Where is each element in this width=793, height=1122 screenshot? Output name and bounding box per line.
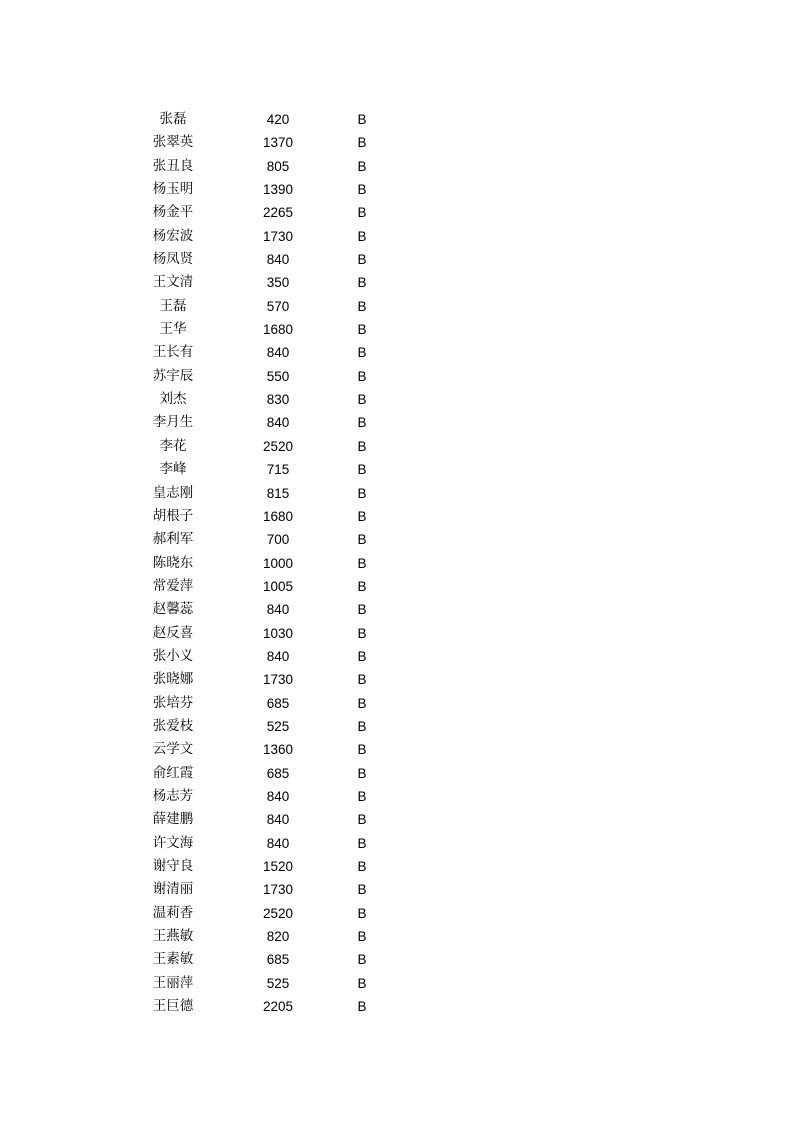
name-cell: 张晓娜 <box>152 671 194 688</box>
grade-cell: B <box>357 975 367 991</box>
grade-cell: B <box>357 765 367 781</box>
name-cell: 张丑良 <box>152 157 194 174</box>
table-row <box>0 668 793 691</box>
amount-cell: 830 <box>266 392 290 408</box>
grade-cell: B <box>357 322 367 338</box>
grade-cell: B <box>357 578 367 594</box>
table-row <box>0 388 793 411</box>
table-row <box>0 622 793 645</box>
table-row <box>0 155 793 178</box>
table-row <box>0 598 793 621</box>
name-cell: 常爱萍 <box>152 577 194 594</box>
name-cell: 郝利军 <box>152 531 194 548</box>
grade-cell: B <box>357 555 367 571</box>
table-row <box>0 948 793 971</box>
name-cell: 俞红霞 <box>152 764 194 781</box>
amount-cell: 570 <box>266 298 290 314</box>
grade-cell: B <box>357 788 367 804</box>
amount-cell: 685 <box>266 952 290 968</box>
name-cell: 薛建鹏 <box>152 811 194 828</box>
table-row <box>0 995 793 1018</box>
table-row <box>0 925 793 948</box>
grade-cell: B <box>357 999 367 1015</box>
name-cell: 杨金平 <box>152 204 194 221</box>
name-cell: 王素敏 <box>152 951 194 968</box>
amount-cell: 1520 <box>262 859 294 874</box>
table-row <box>0 295 793 318</box>
name-cell: 杨宏波 <box>152 227 194 244</box>
grade-cell: B <box>357 205 367 221</box>
name-cell: 张小义 <box>152 647 194 664</box>
data-sheet <box>0 108 793 1018</box>
amount-cell: 840 <box>266 345 290 361</box>
name-cell: 张培芬 <box>152 694 194 711</box>
name-cell: 谢清丽 <box>152 881 194 898</box>
grade-cell: B <box>357 718 367 734</box>
table-row <box>0 201 793 224</box>
grade-cell: B <box>357 602 367 618</box>
grade-cell: B <box>357 672 367 688</box>
grade-cell: B <box>357 952 367 968</box>
grade-cell: B <box>357 112 367 127</box>
name-cell: 王华 <box>159 321 187 338</box>
amount-cell: 1730 <box>262 672 294 688</box>
amount-cell: 2265 <box>262 205 294 221</box>
name-cell: 赵反喜 <box>152 624 194 641</box>
name-cell: 王长有 <box>152 344 194 361</box>
amount-cell: 350 <box>266 275 290 291</box>
grade-cell: B <box>357 368 367 384</box>
grade-cell: B <box>357 462 367 478</box>
amount-cell: 840 <box>266 812 290 828</box>
name-cell: 王丽萍 <box>152 974 194 991</box>
table-row <box>0 972 793 995</box>
amount-cell: 715 <box>266 462 290 478</box>
amount-cell: 1360 <box>262 742 294 758</box>
amount-cell: 550 <box>266 368 290 384</box>
name-cell: 杨玉明 <box>152 181 194 198</box>
grade-cell: B <box>357 929 367 945</box>
amount-cell: 525 <box>266 718 290 734</box>
name-cell: 杨志芳 <box>152 787 194 804</box>
amount-cell: 1680 <box>262 508 294 524</box>
name-cell: 王文清 <box>152 274 194 291</box>
table-row <box>0 108 793 131</box>
amount-cell: 685 <box>266 695 290 711</box>
amount-cell: 420 <box>266 112 290 127</box>
table-row <box>0 575 793 598</box>
name-cell: 苏宇辰 <box>152 367 194 384</box>
name-cell: 李花 <box>159 437 187 454</box>
table-row <box>0 365 793 388</box>
grade-cell: B <box>357 905 367 921</box>
amount-cell: 840 <box>266 252 290 268</box>
amount-cell: 2520 <box>262 438 294 454</box>
amount-cell: 840 <box>266 788 290 804</box>
name-cell: 王燕敏 <box>152 928 194 945</box>
amount-cell: 840 <box>266 835 290 851</box>
table-row <box>0 762 793 785</box>
name-cell: 杨凤贤 <box>152 251 194 268</box>
grade-cell: B <box>357 859 367 874</box>
grade-cell: B <box>357 438 367 454</box>
grade-cell: B <box>357 252 367 268</box>
table-row <box>0 131 793 154</box>
name-cell: 赵馨蕊 <box>152 601 194 618</box>
amount-cell: 1390 <box>262 182 294 198</box>
table-row <box>0 458 793 481</box>
grade-cell: B <box>357 485 367 501</box>
amount-cell: 1370 <box>262 135 294 151</box>
table-row <box>0 248 793 271</box>
grade-cell: B <box>357 345 367 361</box>
table-row <box>0 505 793 528</box>
amount-cell: 525 <box>266 975 290 991</box>
name-cell: 张翠英 <box>152 134 194 151</box>
table-row <box>0 808 793 831</box>
grade-cell: B <box>357 275 367 291</box>
grade-cell: B <box>357 135 367 151</box>
name-cell: 温莉香 <box>152 904 194 921</box>
grade-cell: B <box>357 415 367 431</box>
name-cell: 胡根子 <box>152 507 194 524</box>
name-cell: 刘杰 <box>159 391 187 408</box>
amount-cell: 1730 <box>262 882 294 898</box>
amount-cell: 805 <box>266 158 290 174</box>
grade-cell: B <box>357 648 367 664</box>
grade-cell: B <box>357 182 367 198</box>
table-row <box>0 318 793 341</box>
name-cell: 王磊 <box>159 297 187 314</box>
name-cell: 云学文 <box>152 741 194 758</box>
amount-cell: 2205 <box>262 999 294 1015</box>
amount-cell: 840 <box>266 415 290 431</box>
table-row <box>0 785 793 808</box>
name-cell: 陈晓东 <box>152 554 194 571</box>
grade-cell: B <box>357 742 367 758</box>
table-row <box>0 552 793 575</box>
table-row <box>0 692 793 715</box>
table-row <box>0 528 793 551</box>
name-cell: 谢守良 <box>152 858 194 874</box>
grade-cell: B <box>357 532 367 548</box>
name-cell: 张磊 <box>159 111 187 127</box>
table-row <box>0 832 793 855</box>
amount-cell: 840 <box>266 648 290 664</box>
name-cell: 李峰 <box>159 461 187 478</box>
table-row <box>0 738 793 761</box>
name-cell: 李月生 <box>152 414 194 431</box>
table-row <box>0 855 793 878</box>
amount-cell: 820 <box>266 929 290 945</box>
amount-cell: 1000 <box>262 555 294 571</box>
table-row <box>0 178 793 201</box>
name-cell: 许文海 <box>152 834 194 851</box>
amount-cell: 2520 <box>262 905 294 921</box>
grade-cell: B <box>357 812 367 828</box>
name-cell: 皇志刚 <box>152 484 194 501</box>
amount-cell: 700 <box>266 532 290 548</box>
table-row <box>0 271 793 294</box>
grade-cell: B <box>357 835 367 851</box>
table-row <box>0 411 793 434</box>
grade-cell: B <box>357 298 367 314</box>
amount-cell: 685 <box>266 765 290 781</box>
table-row <box>0 482 793 505</box>
grade-cell: B <box>357 158 367 174</box>
amount-cell: 840 <box>266 602 290 618</box>
grade-cell: B <box>357 508 367 524</box>
grade-cell: B <box>357 695 367 711</box>
name-cell: 王巨德 <box>152 998 194 1015</box>
amount-cell: 1730 <box>262 228 294 244</box>
amount-cell: 1680 <box>262 322 294 338</box>
table-row <box>0 435 793 458</box>
grade-cell: B <box>357 882 367 898</box>
grade-cell: B <box>357 228 367 244</box>
grade-cell: B <box>357 625 367 641</box>
amount-cell: 1005 <box>262 578 294 594</box>
name-cell: 张爱枝 <box>152 717 194 734</box>
table-row <box>0 715 793 738</box>
grade-cell: B <box>357 392 367 408</box>
table-row <box>0 341 793 364</box>
table-row <box>0 645 793 668</box>
table-row <box>0 225 793 248</box>
table-row <box>0 902 793 925</box>
amount-cell: 815 <box>266 485 290 501</box>
table-row <box>0 878 793 901</box>
amount-cell: 1030 <box>262 625 294 641</box>
